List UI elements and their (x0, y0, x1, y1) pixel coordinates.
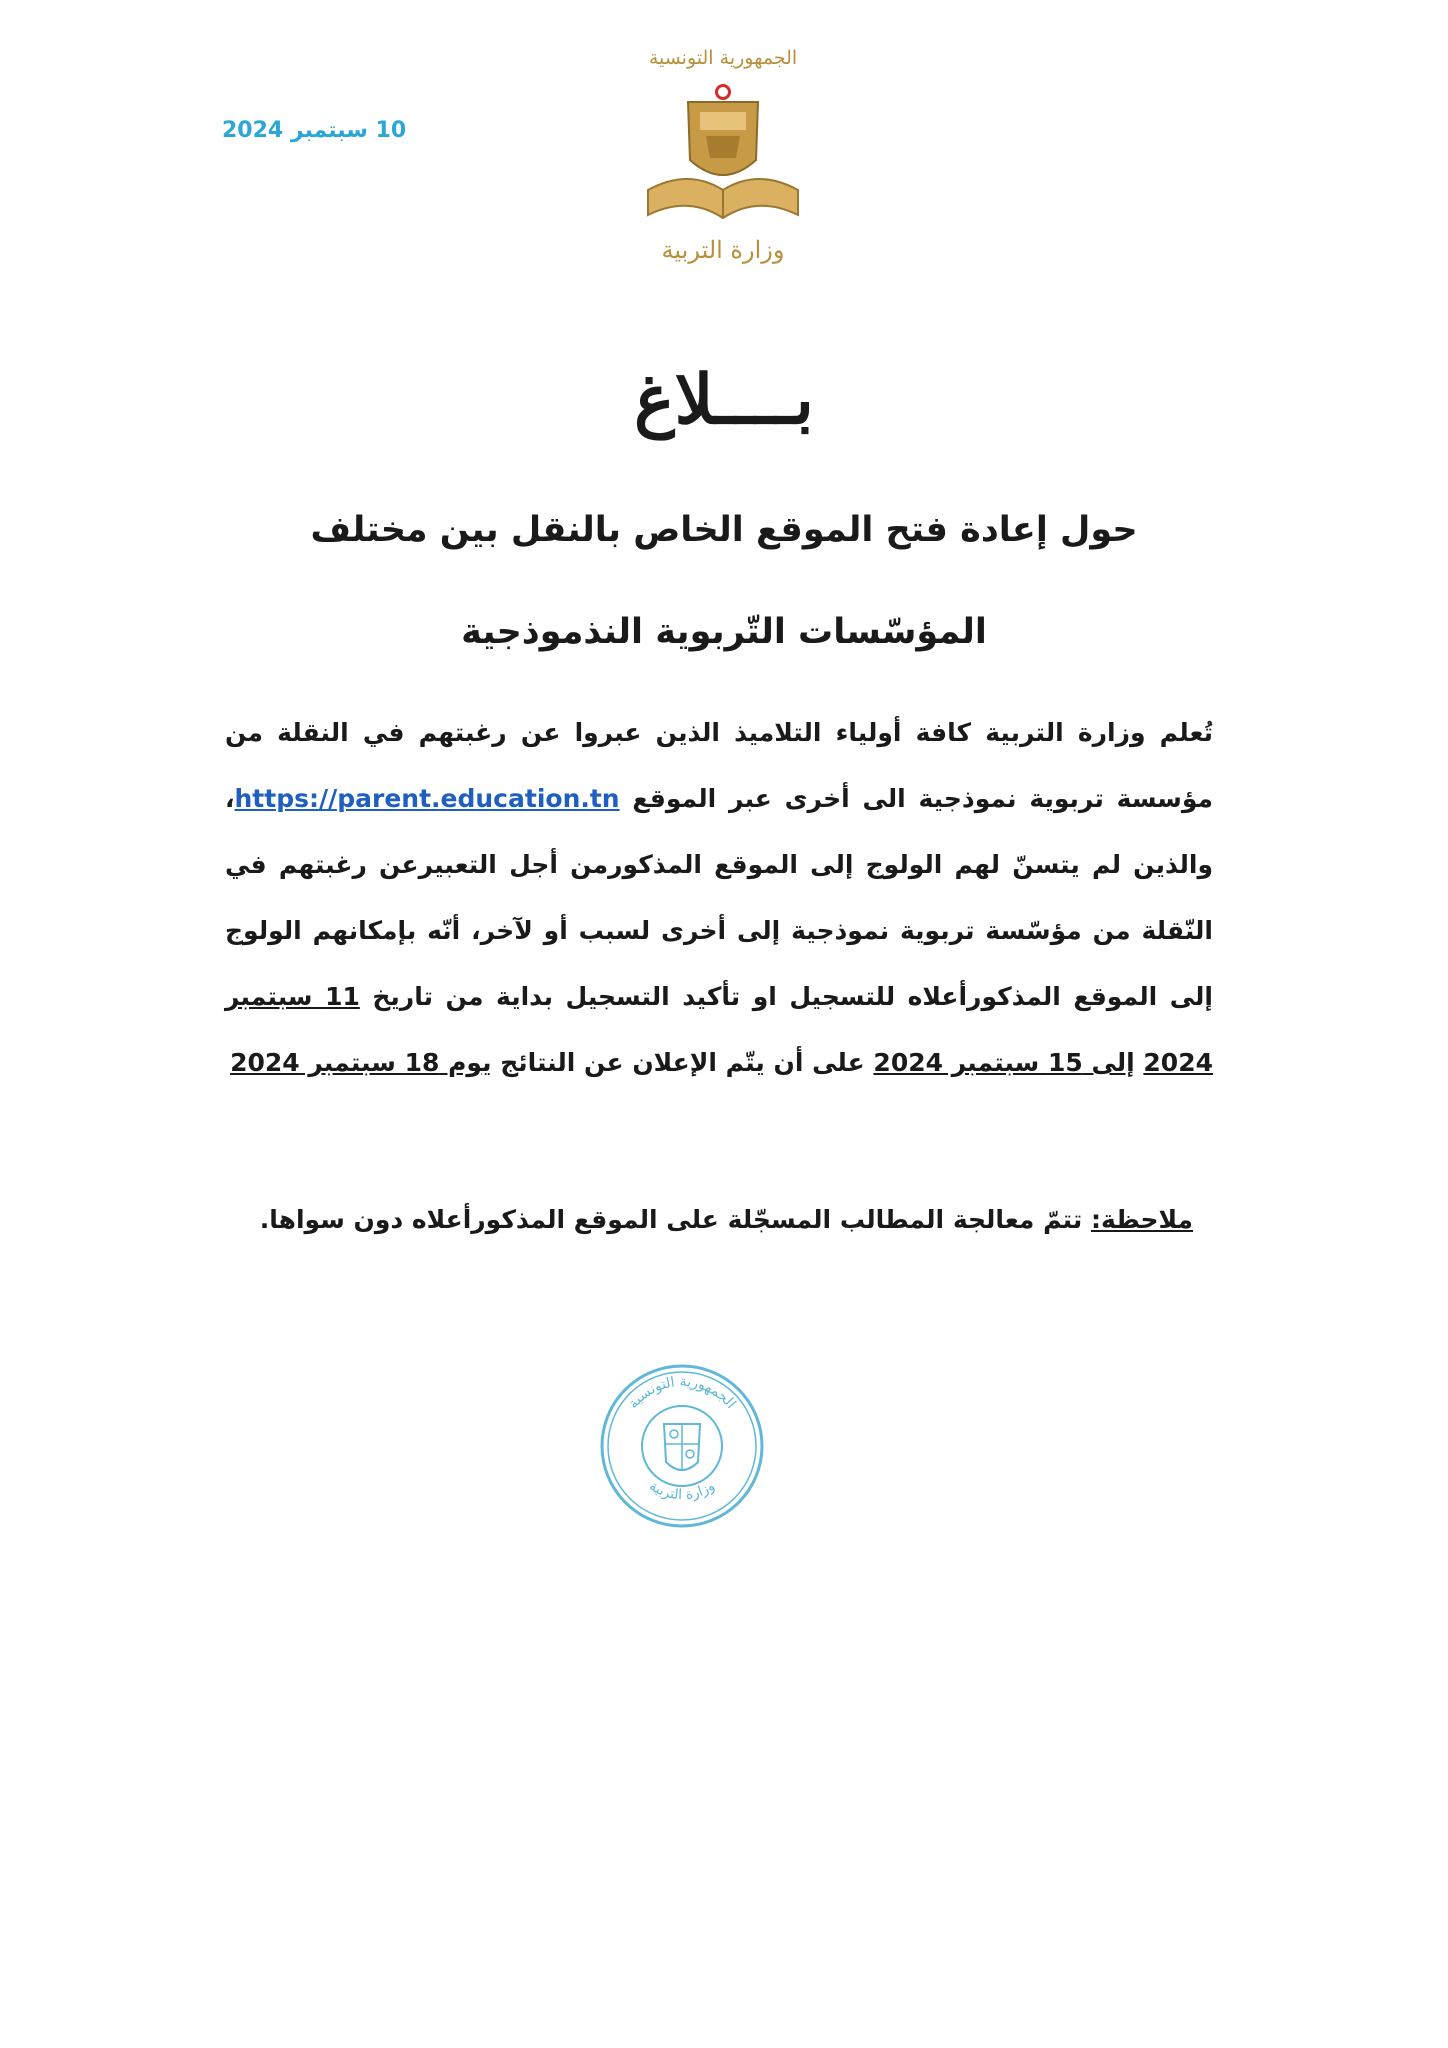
note (225, 1205, 1193, 1234)
announcement-body (225, 700, 1213, 1096)
seal-icon (598, 1362, 766, 1530)
page-title: بــــلاغ (634, 360, 814, 440)
official-stamp (598, 1362, 766, 1530)
results-date: يوم 18 سبتمبر 2024 (230, 1048, 492, 1077)
end-date: إلى 15 سبتمبر 2024 (873, 1048, 1135, 1077)
logo-bottom-text: وزارة التربية (661, 236, 785, 264)
document-date: 10 سبتمبر 2024 (222, 118, 407, 143)
logo-top-text: الجمهورية التونسية (648, 47, 798, 69)
body-part-2: ، والذين لم يتسنّ لهم الولوج إلى الموقع المذكورمن أجل التعبيرعن رغبتهم في النّقلة من مؤسّسة تربوية نموذجية إلى أخرى لسبب أو لآخر، أنّه بإمكانهم الولوج إلى الموقع المذكورأعلاه للتسجيل او تأكيد التسجيل بداية من تاريخ (225, 784, 1213, 1011)
stamp-bottom-text: وزارة التربية (646, 1478, 718, 1504)
start-date: 11 سبتمبر 2024 (225, 982, 1213, 1077)
svg-text:وزارة التربية (646, 1478, 717, 1503)
note-text: تتمّ معالجة المطالب المسجّلة على الموقع المذكورأعلاه دون سواها. (259, 1205, 1083, 1234)
ministry-emblem-icon (628, 40, 818, 270)
subtitle-line-2: المؤسّسات التّربوية النذموذجية (461, 612, 987, 652)
stamp-top-text: الجمهورية التونسية (625, 1373, 739, 1412)
website-link[interactable]: https://parent.education.tn (234, 784, 620, 813)
note-label: ملاحظة: (1091, 1205, 1193, 1234)
body-part-3: على أن يتّم الإعلان عن النتائج (500, 1048, 865, 1077)
subtitle-line-1: حول إعادة فتح الموقع الخاص بالنقل بين مختلف (310, 510, 1138, 550)
body-part-1: تُعلم وزارة التربية كافة أولياء التلاميذ الذين عبروا عن رغبتهم في النقلة من مؤسسة تربوية نموذجية الى أخرى عبر الموقع (225, 718, 1213, 813)
ministry-logo (628, 40, 818, 270)
